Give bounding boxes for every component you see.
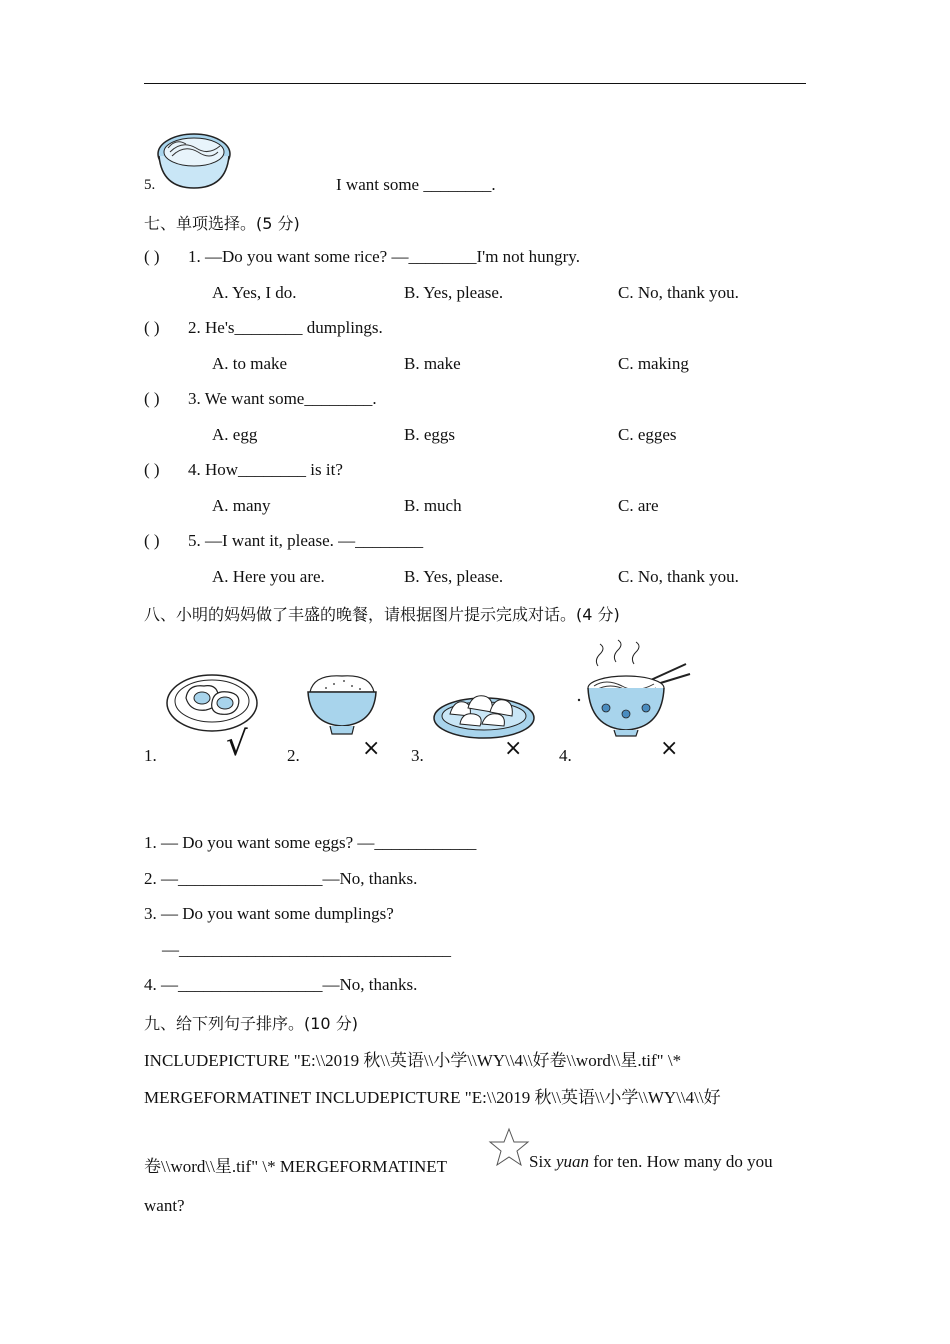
q4-paren[interactable]: ( )	[144, 460, 160, 479]
q1-stem: 1. —Do you want some rice? —________I'm not hungry.	[188, 247, 580, 266]
q3-option-b: B. eggs	[404, 425, 455, 444]
q1-option-c: C. No, thank you.	[618, 283, 739, 302]
q2-option-c: C. making	[618, 354, 689, 373]
q2-option-a: A. to make	[212, 354, 288, 373]
q2-paren[interactable]: ( )	[144, 318, 160, 337]
noodle-bowl-icon	[156, 130, 236, 192]
picture-3-number: 3.	[411, 746, 424, 765]
q1-option-a: A. Yes, I do.	[212, 283, 297, 302]
q4-option-c: C. are	[618, 496, 659, 515]
q3-option-c: C. egges	[618, 425, 677, 444]
star-icon	[488, 1126, 530, 1168]
picture-1-number: 1.	[144, 746, 157, 765]
q4-option-a: A. many	[212, 496, 271, 515]
picture-4-number: 4.	[559, 746, 572, 765]
section9-field-code-line-3: 卷\\word\\星.tif" \* MERGEFORMATINET	[144, 1157, 448, 1176]
q5-number: 5.	[144, 177, 156, 193]
section9-field-code-line-1: INCLUDEPICTURE "E:\\2019 秋\\英语\\小学\\WY\\4\\好卷\\word\\星.tif" \*	[144, 1051, 682, 1070]
q3-stem: 3. We want some________.	[188, 389, 377, 408]
header-rule	[144, 83, 806, 84]
cross-mark-icon: ×	[660, 736, 679, 761]
q4-option-b: B. much	[404, 496, 462, 515]
dialog-line-1[interactable]: 1. — Do you want some eggs? —____________	[144, 833, 477, 852]
rice-bowl-icon	[304, 672, 380, 738]
q1-paren[interactable]: ( )	[144, 247, 160, 266]
q2-stem: 2. He's________ dumplings.	[188, 318, 383, 337]
section7-title: 七、单项选择。(5 分)	[144, 214, 300, 233]
q4-stem: 4. How________ is it?	[188, 460, 343, 479]
check-mark-icon: √	[226, 724, 248, 764]
q1-option-b: B. Yes, please.	[404, 283, 504, 302]
sentence-six-yuan: Six yuan for ten. How many do you	[529, 1152, 773, 1171]
q5-sentence: I want some ________.	[336, 175, 496, 194]
noodles-bowl-icon	[576, 644, 694, 740]
cross-mark-icon: ×	[362, 736, 381, 761]
q5-stem: 5. —I want it, please. —________	[188, 531, 424, 550]
q5-option-b: B. Yes, please.	[404, 567, 504, 586]
section8-title: 八、小明的妈妈做了丰盛的晚餐，请根据图片提示完成对话。(4 分)	[144, 605, 620, 624]
dumplings-icon	[432, 684, 536, 740]
q5-option-a: A. Here you are.	[212, 567, 325, 586]
section9-title: 九、给下列句子排序。(10 分)	[144, 1014, 358, 1033]
dialog-line-2[interactable]: 2. —_________________—No, thanks.	[144, 869, 418, 888]
dialog-line-4[interactable]: 4. —_________________—No, thanks.	[144, 975, 418, 994]
dialog-line-3-answer[interactable]: —________________________________	[162, 940, 451, 959]
section9-field-code-line-2: MERGEFORMATINET INCLUDEPICTURE "E:\\2019 秋\\英语\\小学\\WY\\4\\好	[144, 1088, 721, 1107]
q5-option-c: C. No, thank you.	[618, 567, 739, 586]
picture-2-number: 2.	[287, 746, 300, 765]
cross-mark-icon: ×	[504, 736, 523, 761]
q5-paren[interactable]: ( )	[144, 531, 160, 550]
sentence-want: want?	[144, 1196, 185, 1215]
q3-paren[interactable]: ( )	[144, 389, 160, 408]
q2-option-b: B. make	[404, 354, 461, 373]
q3-option-a: A. egg	[212, 425, 258, 444]
dialog-line-3: 3. — Do you want some dumplings?	[144, 904, 394, 923]
